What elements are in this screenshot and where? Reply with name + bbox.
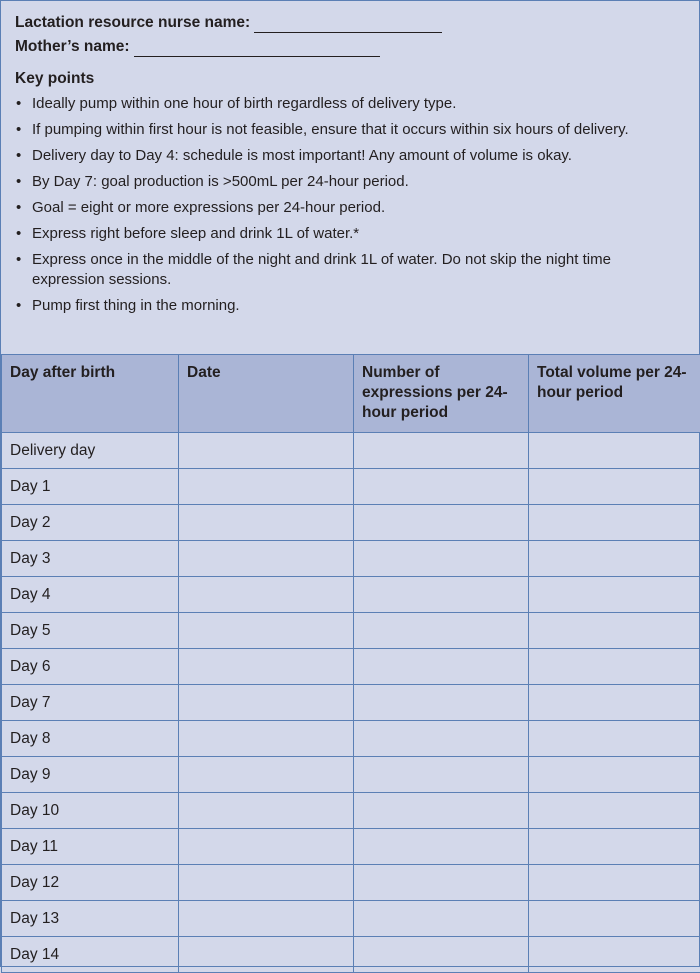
expressions-cell[interactable] — [354, 757, 529, 793]
expressions-cell[interactable] — [354, 613, 529, 649]
mother-name-label: Mother’s name: — [15, 37, 130, 57]
key-point-item — [15, 198, 687, 218]
expressions-cell[interactable] — [354, 721, 529, 757]
mother-name-field[interactable] — [134, 38, 380, 57]
expressions-cell[interactable] — [354, 865, 529, 901]
day-label-cell: Day 12 — [2, 865, 179, 901]
volume-cell[interactable] — [529, 577, 700, 613]
expressions-cell[interactable] — [354, 505, 529, 541]
key-points-list — [15, 94, 687, 316]
table-body — [2, 433, 700, 973]
expressions-cell[interactable] — [354, 577, 529, 613]
expressions-cell[interactable] — [354, 433, 529, 469]
key-point-text: Delivery day to Day 4: schedule is most important! Any amount of volume is okay. — [32, 147, 572, 164]
nurse-name-field[interactable] — [254, 14, 442, 33]
mother-name-row — [15, 37, 687, 57]
header-date: Date — [179, 355, 354, 433]
volume-cell[interactable] — [529, 649, 700, 685]
date-cell[interactable] — [179, 685, 354, 721]
day-label-cell: Day 7 — [2, 685, 179, 721]
volume-cell[interactable] — [529, 721, 700, 757]
key-point-text: Express once in the middle of the night and drink 1L of water. Do not skip the night time expression sessions. — [32, 251, 611, 288]
bullet-icon: • — [16, 250, 21, 270]
day-label-cell: Day 13 — [2, 901, 179, 937]
table-row — [2, 757, 700, 793]
key-points-heading: Key points — [15, 69, 687, 89]
volume-cell[interactable] — [529, 541, 700, 577]
date-cell[interactable] — [179, 793, 354, 829]
date-cell[interactable] — [179, 613, 354, 649]
volume-cell[interactable] — [529, 685, 700, 721]
header-total-volume: Total volume per 24-hour period — [529, 355, 700, 433]
day-label-cell: Day 3 — [2, 541, 179, 577]
day-label-cell: Day 8 — [2, 721, 179, 757]
day-label-cell: Day 4 — [2, 577, 179, 613]
key-point-item — [15, 296, 687, 316]
table-row — [2, 685, 700, 721]
table-row — [2, 649, 700, 685]
volume-cell[interactable] — [529, 901, 700, 937]
bullet-icon: • — [16, 146, 21, 166]
day-label-cell: Day 10 — [2, 793, 179, 829]
bullet-icon: • — [16, 172, 21, 192]
bullet-icon: • — [16, 120, 21, 140]
date-cell[interactable] — [179, 541, 354, 577]
bullet-icon: • — [16, 296, 21, 316]
day-label-cell: Day 14 — [2, 937, 179, 973]
volume-cell[interactable] — [529, 757, 700, 793]
key-point-text: Pump first thing in the morning. — [32, 297, 240, 314]
table-row — [2, 865, 700, 901]
table-row — [2, 793, 700, 829]
date-cell[interactable] — [179, 901, 354, 937]
expressions-cell[interactable] — [354, 685, 529, 721]
date-cell[interactable] — [179, 829, 354, 865]
day-label-cell: Delivery day — [2, 433, 179, 469]
bullet-icon: • — [16, 198, 21, 218]
table-row — [2, 577, 700, 613]
form-header — [1, 1, 699, 341]
expressions-cell[interactable] — [354, 541, 529, 577]
key-point-text: Express right before sleep and drink 1L of water.* — [32, 225, 359, 242]
key-point-text: If pumping within first hour is not feasible, ensure that it occurs within six hours of delivery. — [32, 121, 629, 138]
key-point-item — [15, 94, 687, 114]
date-cell[interactable] — [179, 865, 354, 901]
key-point-item — [15, 250, 687, 290]
header-expressions: Number of expressions per 24-hour period — [354, 355, 529, 433]
table-row — [2, 433, 700, 469]
bullet-icon: • — [16, 94, 21, 114]
day-label-cell: Day 2 — [2, 505, 179, 541]
expressions-cell[interactable] — [354, 469, 529, 505]
day-label-cell: Day 6 — [2, 649, 179, 685]
key-point-text: Goal = eight or more expressions per 24-hour period. — [32, 199, 385, 216]
date-cell[interactable] — [179, 577, 354, 613]
table-row — [2, 937, 700, 973]
date-cell[interactable] — [179, 469, 354, 505]
table-row — [2, 469, 700, 505]
date-cell[interactable] — [179, 937, 354, 973]
volume-cell[interactable] — [529, 505, 700, 541]
volume-cell[interactable] — [529, 793, 700, 829]
day-label-cell: Day 1 — [2, 469, 179, 505]
table-header-row — [2, 355, 700, 433]
date-cell[interactable] — [179, 721, 354, 757]
key-point-text: By Day 7: goal production is >500mL per 24-hour period. — [32, 173, 409, 190]
table-row — [2, 541, 700, 577]
key-point-item — [15, 172, 687, 192]
date-cell[interactable] — [179, 757, 354, 793]
date-cell[interactable] — [179, 505, 354, 541]
pumping-log-table — [1, 354, 700, 973]
volume-cell[interactable] — [529, 865, 700, 901]
day-label-cell: Day 5 — [2, 613, 179, 649]
expressions-cell[interactable] — [354, 649, 529, 685]
expressions-cell[interactable] — [354, 793, 529, 829]
key-point-item — [15, 146, 687, 166]
date-cell[interactable] — [179, 433, 354, 469]
table-row — [2, 613, 700, 649]
expressions-cell[interactable] — [354, 937, 529, 973]
key-point-text: Ideally pump within one hour of birth regardless of delivery type. — [32, 95, 456, 112]
nurse-name-row — [15, 13, 687, 33]
day-label-cell: Day 9 — [2, 757, 179, 793]
expressions-cell[interactable] — [354, 829, 529, 865]
nurse-name-label: Lactation resource nurse name: — [15, 13, 250, 33]
volume-cell[interactable] — [529, 469, 700, 505]
key-point-item — [15, 224, 687, 244]
table-row — [2, 829, 700, 865]
volume-cell[interactable] — [529, 937, 700, 973]
table-row — [2, 505, 700, 541]
volume-cell[interactable] — [529, 829, 700, 865]
table-row — [2, 901, 700, 937]
date-cell[interactable] — [179, 649, 354, 685]
volume-cell[interactable] — [529, 613, 700, 649]
bullet-icon: • — [16, 224, 21, 244]
volume-cell[interactable] — [529, 433, 700, 469]
day-label-cell: Day 11 — [2, 829, 179, 865]
table-row — [2, 721, 700, 757]
expressions-cell[interactable] — [354, 901, 529, 937]
header-day-after-birth: Day after birth — [2, 355, 179, 433]
key-point-item — [15, 120, 687, 140]
